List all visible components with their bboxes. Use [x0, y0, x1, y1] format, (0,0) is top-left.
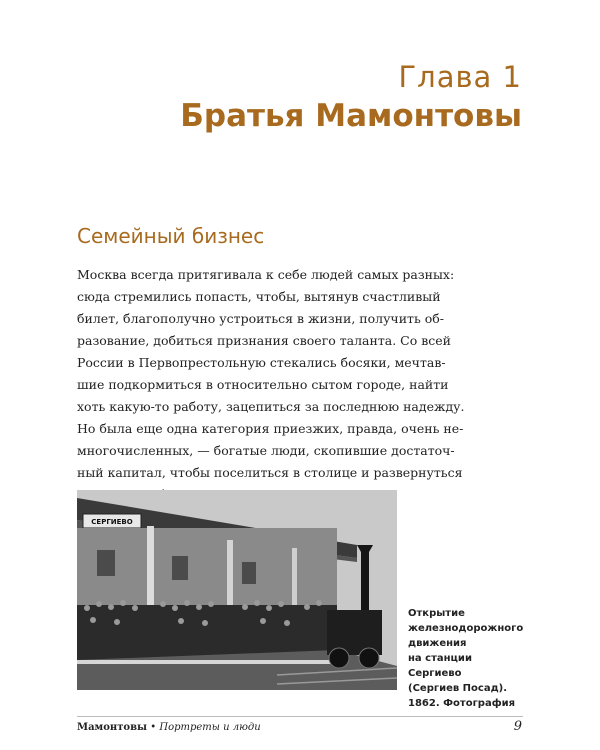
footer-divider: [77, 716, 523, 717]
caption-line: 1862. Фотография: [408, 698, 516, 709]
body-line: хоть какую-то работу, зацепиться за последнюю надежду.: [77, 399, 465, 414]
body-line: Но была еще одна категория приезжих, правда, очень не-: [77, 421, 464, 436]
caption-line: на станции: [408, 653, 472, 664]
body-line: разование, добиться признания своего таланта. Со всей: [77, 333, 451, 348]
caption-line: движения: [408, 638, 467, 649]
body-line: России в Первопрестольную стекались босяки, мечтав-: [77, 355, 446, 370]
body-line: ный капитал, чтобы поселиться в столице и развернуться: [77, 465, 463, 480]
photo-illustration: [77, 490, 397, 690]
footer-subtitle: Портреты и люди: [159, 722, 261, 733]
locomotive-wheel: [329, 648, 349, 668]
body-line: многочисленных, — богатые люди, скопившие достаточ-: [77, 443, 455, 458]
window: [242, 562, 256, 584]
caption-line: Сергиево: [408, 668, 462, 679]
page-number: 9: [513, 719, 522, 734]
platform-edge: [77, 660, 337, 664]
chapter-label: Глава 1: [398, 60, 522, 94]
locomotive-wheel: [359, 648, 379, 668]
footer-book-title: Мамонтовы: [77, 722, 148, 733]
window: [172, 556, 188, 580]
photo-caption: [408, 606, 523, 711]
footer-separator: •: [147, 722, 160, 733]
body-line: Москва всегда притягивала к себе людей самых разных:: [77, 267, 455, 282]
body-line: шие подкормиться в относительно сытом городе, найти: [77, 377, 449, 392]
chapter-title: Братья Мамонтовы: [180, 98, 522, 134]
section-heading: Семейный бизнес: [77, 224, 265, 248]
window: [97, 550, 115, 576]
caption-line: железнодорожного: [408, 623, 524, 634]
caption-line: (Сергиев Посад).: [408, 683, 508, 694]
running-footer: [77, 722, 261, 733]
station-wall: [77, 528, 337, 608]
body-line: билет, благополучно устроиться в жизни, получить об-: [77, 311, 444, 326]
body-paragraph: [77, 264, 465, 506]
railway-station-photo: [77, 490, 397, 690]
station-sign-text: СЕРГИЕВО: [91, 518, 133, 526]
body-line: сюда стремились попасть, чтобы, вытянув счастливый: [77, 289, 441, 304]
caption-line: Открытие: [408, 608, 465, 619]
